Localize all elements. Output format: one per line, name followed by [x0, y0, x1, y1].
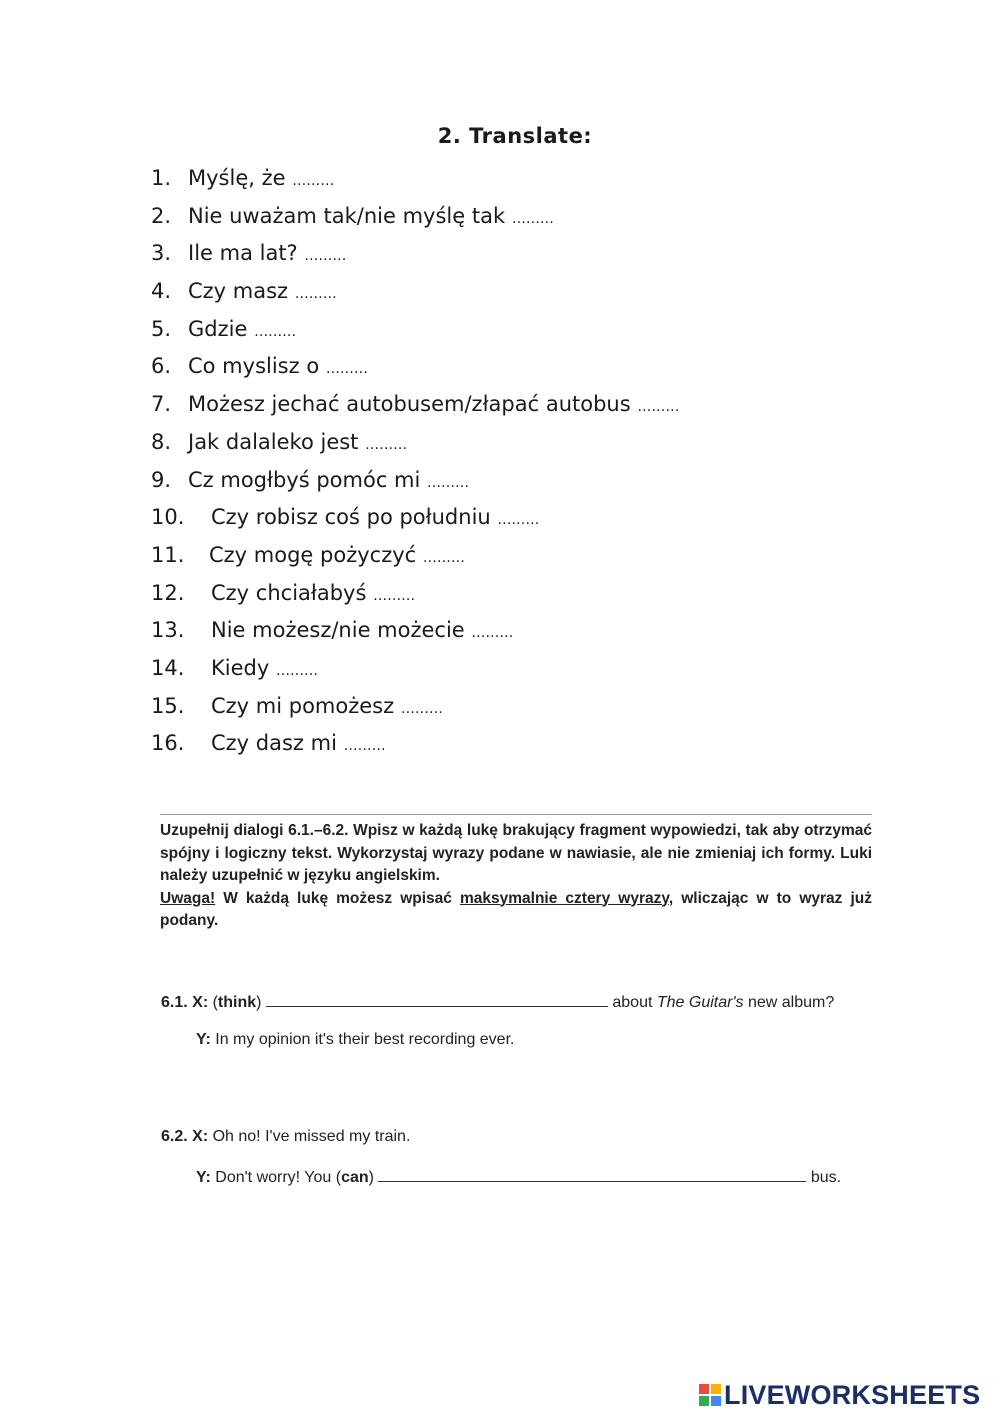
album-title: The Guitar's	[656, 994, 744, 1011]
answer-field[interactable]	[475, 464, 575, 498]
answer-field[interactable]	[545, 501, 645, 535]
item-number: 4.	[151, 279, 172, 304]
list-item	[151, 499, 871, 537]
logo-square	[711, 1384, 721, 1394]
answer-field[interactable]	[685, 388, 785, 422]
item-number: 9.	[151, 467, 172, 492]
item-text: Gdzie	[188, 316, 248, 341]
dialog-tail: new album?	[747, 994, 835, 1011]
dialog-6-1-x	[161, 992, 881, 1012]
item-number: 14.	[151, 655, 185, 680]
answer-field[interactable]	[302, 313, 402, 347]
item-dots: ………	[365, 436, 408, 453]
after-gap-text: about	[612, 994, 653, 1011]
item-dots: ………	[304, 248, 347, 265]
item-dots: ………	[292, 173, 335, 189]
speaker-x: X:	[192, 1128, 209, 1145]
logo-square	[699, 1396, 709, 1406]
dialog-6-1-y	[196, 1031, 916, 1049]
item-text: Czy dasz mi	[211, 731, 337, 756]
paren-open: (	[212, 994, 218, 1011]
item-dots: ………	[427, 474, 470, 491]
item-text: Czy masz	[188, 279, 289, 304]
list-item	[151, 348, 871, 386]
answer-field[interactable]	[519, 614, 619, 648]
item-text: Czy chciałabyś	[211, 580, 367, 605]
answer-field[interactable]	[449, 690, 549, 724]
dialog-6-2-x	[161, 1128, 881, 1146]
logo-mark-icon	[698, 1383, 722, 1407]
item-number: 3.	[151, 241, 172, 266]
answer-field[interactable]	[421, 577, 521, 611]
line-x: Oh no! I've missed my train.	[212, 1128, 411, 1145]
reply-text: In my opinion it's their best recording ever.	[215, 1031, 515, 1048]
translation-list	[151, 160, 871, 763]
before-text: Don't worry! You	[215, 1169, 332, 1186]
logo-text: LIVEWORKSHEETS	[724, 1379, 981, 1410]
speaker-y: Y:	[196, 1169, 211, 1186]
speaker-x: X:	[192, 994, 209, 1011]
dialog-number: 6.1.	[161, 994, 188, 1011]
item-number: 15.	[151, 693, 185, 718]
speaker-y: Y:	[196, 1031, 211, 1048]
list-item	[151, 273, 871, 311]
list-item	[151, 424, 871, 462]
item-number: 16.	[151, 731, 185, 756]
item-text: Co myslisz o	[188, 354, 320, 379]
list-item	[151, 160, 871, 198]
item-text: Czy mogę pożyczyć	[209, 542, 417, 567]
dialog-number: 6.2.	[161, 1128, 188, 1145]
dialog-6-2-y	[196, 1167, 916, 1187]
logo-square	[699, 1384, 709, 1394]
answer-field[interactable]	[343, 275, 443, 309]
logo-square	[711, 1396, 721, 1406]
list-item	[151, 198, 871, 236]
item-number: 8.	[151, 429, 172, 454]
item-text: Czy mi pomożesz	[211, 693, 395, 718]
answer-field[interactable]	[352, 237, 452, 271]
item-text: Cz mogłbyś pomóc mi	[188, 467, 421, 492]
list-item	[151, 462, 871, 500]
paren-open: (	[335, 1169, 342, 1186]
warning-label: Uwaga!	[160, 889, 216, 907]
answer-field[interactable]	[471, 539, 571, 573]
list-item	[151, 688, 871, 726]
item-text: Nie uważam tak/nie myślę tak	[188, 203, 506, 228]
list-item	[151, 650, 871, 688]
instructions-box	[160, 814, 872, 933]
item-text: Możesz jechać autobusem/złapać autobus	[188, 392, 631, 417]
item-number: 10.	[151, 505, 185, 530]
paren-close: )	[368, 1169, 374, 1186]
liveworksheets-logo[interactable]	[698, 1380, 980, 1410]
item-dots: ………	[422, 549, 465, 566]
item-number: 13.	[151, 618, 185, 643]
item-number: 5.	[151, 316, 172, 341]
list-item	[151, 612, 871, 650]
item-dots: ………	[511, 210, 554, 227]
list-item	[151, 235, 871, 273]
item-text: Nie możesz/nie możecie	[211, 618, 465, 643]
answer-gap-6-2[interactable]	[378, 1167, 806, 1182]
item-dots: ………	[294, 286, 337, 303]
item-dots: ………	[400, 700, 443, 717]
answer-gap-6-1[interactable]	[266, 992, 608, 1007]
item-text: Myślę, że	[188, 166, 286, 190]
item-text: Czy robisz coś po południu	[211, 505, 491, 530]
list-item	[151, 725, 871, 763]
instructions-text-3: , wliczając w to wyraz już podany.	[160, 889, 873, 929]
item-number: 2.	[151, 203, 172, 228]
list-item	[151, 386, 871, 424]
item-number: 12.	[151, 580, 185, 605]
list-item	[151, 311, 871, 349]
item-dots: ………	[373, 587, 416, 604]
paren-close: )	[256, 994, 262, 1011]
keyword-think: think	[217, 994, 257, 1011]
answer-field[interactable]	[413, 426, 513, 460]
item-text: Ile ma lat?	[188, 241, 298, 266]
after-gap-text: bus.	[810, 1169, 842, 1186]
section-title: 2. Translate:	[437, 124, 593, 148]
list-item	[151, 575, 871, 613]
item-number: 7.	[151, 392, 172, 417]
answer-field[interactable]	[374, 350, 474, 384]
answer-field[interactable]	[392, 727, 492, 761]
answer-field[interactable]	[324, 652, 424, 686]
answer-field[interactable]	[560, 200, 660, 234]
item-dots: ………	[275, 662, 318, 679]
instructions-text-2: W każdą lukę możesz wpisać	[215, 889, 460, 907]
item-dots: ………	[325, 361, 368, 378]
item-number: 11.	[151, 542, 185, 567]
item-dots: ………	[343, 738, 386, 755]
item-number: 6.	[151, 354, 172, 379]
keyword-can: can	[341, 1169, 369, 1186]
item-dots: ………	[637, 399, 680, 416]
list-item	[151, 537, 871, 575]
item-text: Jak dalaleko jest	[188, 429, 359, 454]
item-number: 1.	[151, 166, 172, 190]
answer-field[interactable]	[340, 162, 440, 196]
item-text: Kiedy	[211, 655, 270, 680]
item-dots: ………	[254, 323, 297, 340]
item-dots: ………	[471, 625, 514, 642]
item-dots: ………	[497, 512, 540, 529]
instructions-emphasis: maksymalnie cztery wyrazy	[459, 889, 669, 907]
instructions-text: Uzupełnij dialogi 6.1.–6.2. Wpisz w każdą lukę brakujący fragment wypowiedzi, tak aby otrzymać spójny i logiczny tekst. Wykorzystaj wyrazy podane w nawiasie, ale nie zmieniaj ich formy. Luki należy uzupełnić w języku angielskim.	[160, 822, 872, 884]
